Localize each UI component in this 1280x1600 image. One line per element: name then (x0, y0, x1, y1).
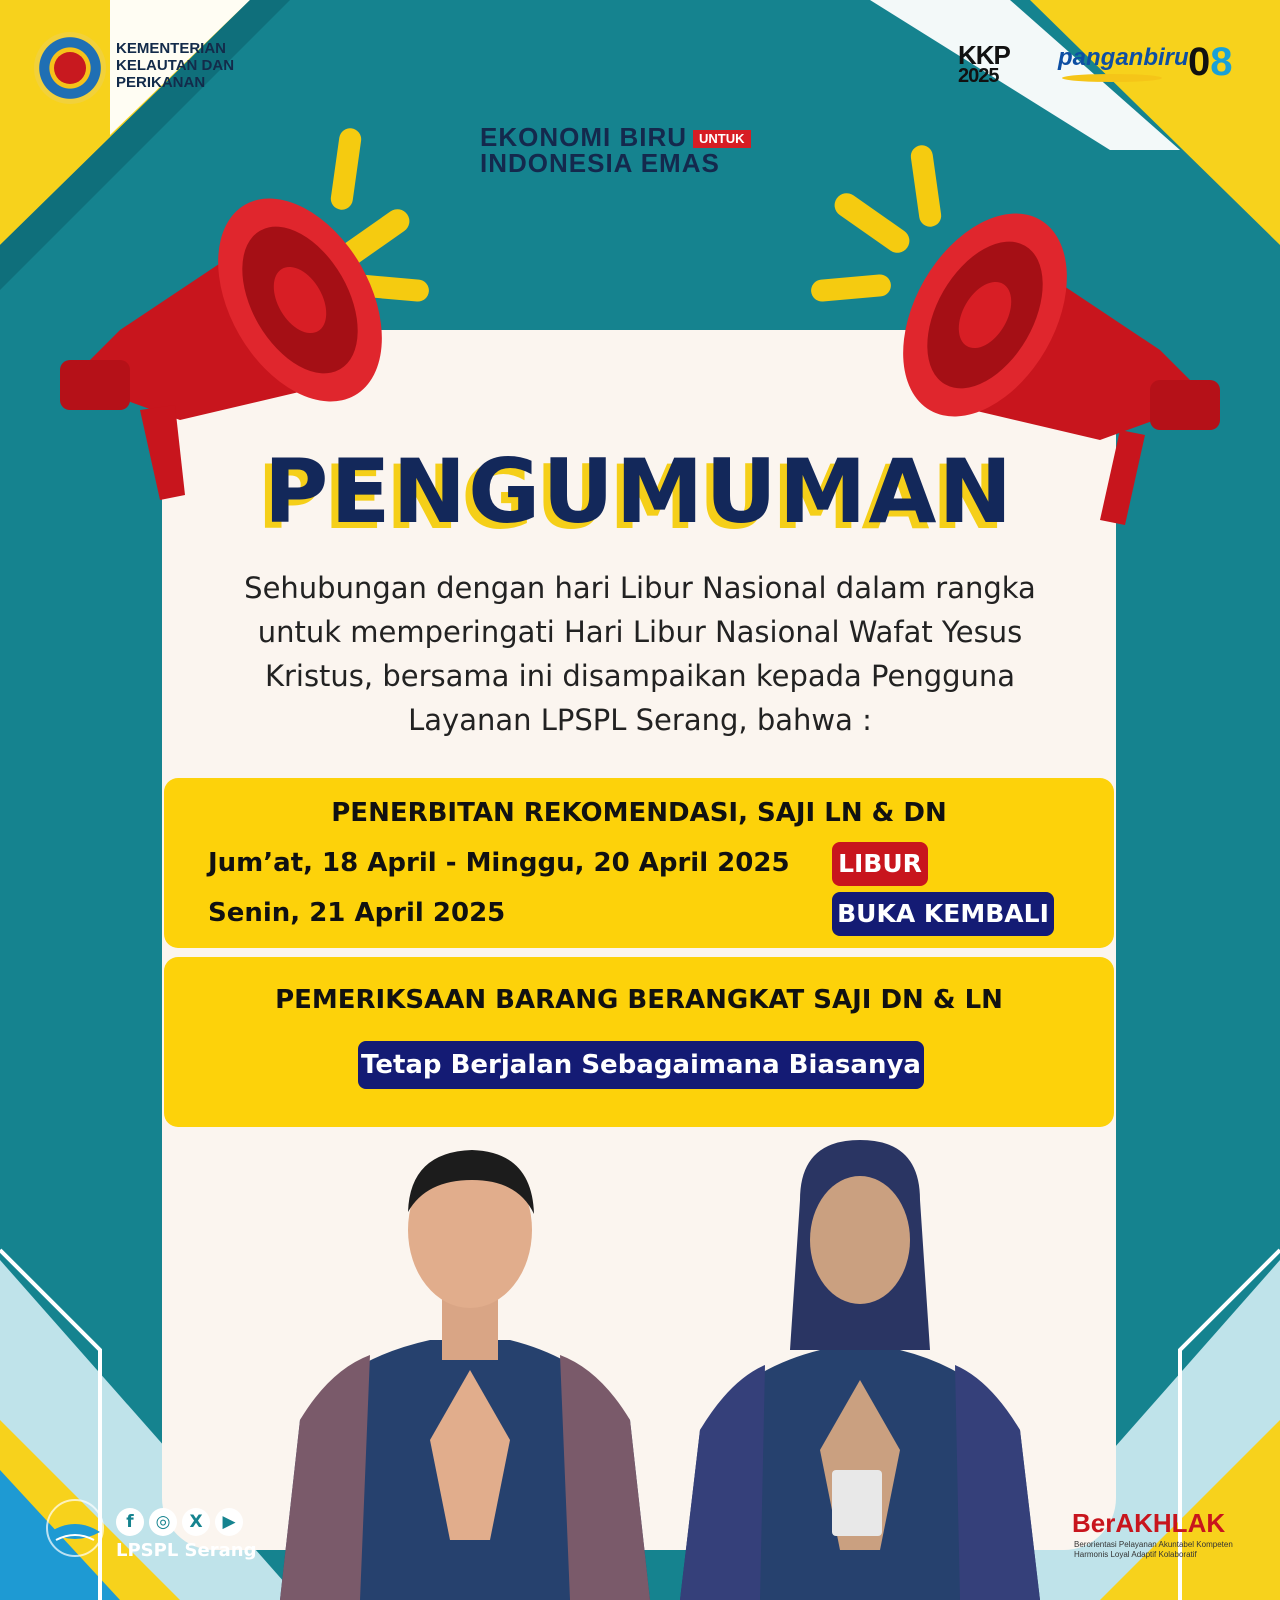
logo-08-eight: 8 (1210, 40, 1233, 84)
libur-badge: LIBUR (832, 842, 928, 886)
social-icons (116, 1508, 248, 1536)
rekomendasi-heading: PENERBITAN REKOMENDASI, SAJI LN & DN (331, 798, 947, 828)
intro-line: Kristus, bersama ini disampaikan kepada Pengguna (264, 659, 1016, 693)
berakhlak-subtitle: Berorientasi Pelayanan Akuntabel Kompeten Harmonis Loyal Adaptif Kolaboratif (1074, 1540, 1233, 1559)
logo-08-zero: 0 (1188, 40, 1211, 84)
intro-line: untuk memperingati Hari Libur Nasional Wafat Yesus (257, 615, 1023, 649)
ekonomi-untuk-badge: UNTUK (693, 130, 751, 148)
kkp-logo-year: 2025 (958, 65, 999, 87)
pemeriksaan-status-badge: Tetap Berjalan Sebagaimana Biasanya (358, 1041, 924, 1089)
intro-line: Layanan LPSPL Serang, bahwa : (408, 703, 872, 737)
ministry-line: PERIKANAN (116, 74, 206, 91)
pemeriksaan-panel (164, 957, 1114, 1127)
youtube-icon[interactable]: ▶ (215, 1508, 243, 1536)
kkp-logo-text: KKP (958, 40, 1010, 70)
berakhlak-logo: BerAKHLAK (1072, 1508, 1226, 1538)
rekomendasi-panel (164, 778, 1114, 948)
ministry-line: KEMENTERIAN (116, 40, 227, 57)
intro-line: Sehubungan dengan hari Libur Nasional dalam rangka (244, 571, 1036, 605)
instagram-icon[interactable]: ◎ (149, 1508, 177, 1536)
account-name: LPSPL Serang (116, 1540, 257, 1561)
ekonomi-line1: EKONOMI BIRU (480, 122, 687, 152)
ekonomi-line2: INDONESIA EMAS (480, 148, 720, 178)
ministry-line: KELAUTAN DAN (116, 57, 235, 74)
libur-date: Jum’at, 18 April - Minggu, 20 April 2025 (208, 848, 790, 878)
female-staff-figure (680, 1140, 1040, 1600)
pemeriksaan-heading: PEMERIKSAAN BARANG BERANGKAT SAJI DN & LN (275, 985, 1003, 1015)
lpspl-logo-icon (44, 1498, 106, 1558)
page-title: PENGUMUMAN (263, 440, 1015, 543)
male-staff-figure (280, 1150, 650, 1600)
buka-kembali-badge: BUKA KEMBALI (832, 892, 1054, 936)
intro-text (200, 566, 1080, 742)
panganbiru-text: panganbiru (1058, 44, 1189, 71)
buka-date: Senin, 21 April 2025 (208, 898, 506, 928)
facebook-icon[interactable]: f (116, 1508, 144, 1536)
right-rays-icon (810, 144, 942, 303)
staff-photo (260, 1140, 1060, 1600)
x-icon[interactable]: X (182, 1508, 210, 1536)
